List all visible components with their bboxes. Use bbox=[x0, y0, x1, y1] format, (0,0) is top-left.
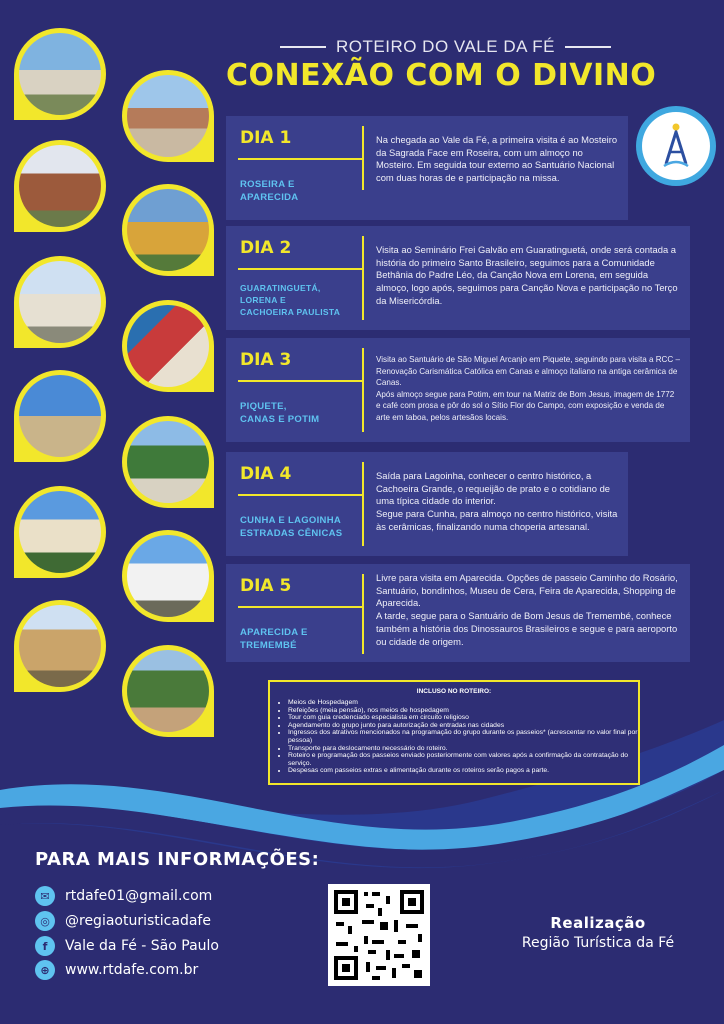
day-description: Saída para Lagoinha, conhecer o centro histórico, a Cachoeira Grande, o requeijão de prato e o cotidiano de uma típica cidade do interior. Segue para Cunha, para almoço no centro histórico, visita às cerâmicas, finalizando numa choperia artesanal. bbox=[376, 470, 618, 532]
realization-org: Região Turística da Fé bbox=[521, 935, 675, 951]
included-box bbox=[268, 680, 640, 785]
contact-email[interactable] bbox=[35, 886, 212, 906]
day-description: Na chegada ao Vale da Fé, a primeira visita é ao Mosteiro da Sagrada Face em Roseira, com um almoço no Mosteiro. Em seguida tour externo ao Santuário Nacional com duas horas de e participação na missa. bbox=[376, 134, 618, 184]
region-logo bbox=[636, 106, 716, 186]
list-item: • Meios de Hospedagem bbox=[288, 699, 638, 707]
day-description: Livre para visita em Aparecida. Opções de passeio Caminho do Rosário, Santuário, bondinhos, Museu de Cera, Feira de Aparecida, Shopping de Aparecida. A tarde, segue para o Santuário de Bom Jesus de Tremembé, conhece também a história dos Dinossauros Brasileiros e segue e para aeroporto ou cidade de origem. bbox=[376, 572, 678, 647]
divider-line bbox=[238, 380, 363, 382]
day-label: DIA 2 bbox=[240, 238, 292, 258]
day-place: ROSEIRA E APARECIDA bbox=[240, 179, 299, 203]
info-title: PARA MAIS INFORMAÇÕES: bbox=[35, 849, 320, 870]
day-label: DIA 4 bbox=[240, 464, 292, 484]
photo-modern-church bbox=[122, 300, 214, 392]
realization-label: Realização bbox=[550, 914, 646, 932]
subtitle: ROTEIRO DO VALE DA FÉ bbox=[336, 37, 555, 56]
day-place: CUNHA E LAGOINHA ESTRADAS CÊNICAS bbox=[240, 515, 343, 539]
day-label: DIA 3 bbox=[240, 350, 292, 370]
mail-icon: ✉ bbox=[35, 886, 55, 906]
divider-line bbox=[280, 46, 326, 48]
day-place: GUARATINGUETÁ, LORENA E CACHOEIRA PAULISTA bbox=[240, 283, 341, 317]
day-label: DIA 5 bbox=[240, 576, 292, 596]
photo-santuario-sao-miguel bbox=[14, 370, 106, 462]
photo-church-red bbox=[14, 140, 106, 232]
subtitle-row bbox=[280, 37, 630, 57]
divider-line bbox=[238, 606, 363, 608]
divider-line bbox=[362, 126, 364, 190]
photo-tremembe bbox=[122, 645, 214, 737]
page-title: CONEXÃO COM O DIVINO bbox=[226, 58, 657, 93]
day-description: Visita ao Seminário Frei Galvão em Guaratinguetá, onde será contada a história do primeiro Santo Brasileiro, seguimos para a Comunidade Bethânia do Padre Léo, da Canção Nova em Lorena, em seguida almoço, logo após, seguimos para Canção Nova e participação no Terço da Misericórdia. bbox=[376, 244, 678, 306]
photo-white-church bbox=[122, 530, 214, 622]
instagram-icon: ◎ bbox=[35, 911, 55, 931]
divider-line bbox=[362, 348, 364, 432]
divider-line bbox=[362, 236, 364, 320]
realization-block bbox=[500, 914, 696, 951]
instagram-text[interactable]: @regiaoturisticadafe bbox=[65, 913, 211, 929]
day-place: APARECIDA E TREMEMBÉ bbox=[240, 627, 308, 651]
day-panel-2 bbox=[226, 226, 690, 330]
logo-icon bbox=[642, 112, 710, 180]
day-panel-1 bbox=[226, 116, 628, 220]
contact-facebook[interactable] bbox=[35, 936, 219, 956]
day-description: Visita ao Santuário de São Miguel Arcanjo em Piquete, seguindo para visita a RCC – Renovação Carismática Católica em Canas e almoço italiano na antiga cerâmica de Canas. Após almoço segue para Potim, em tour na Matriz de Bom Jesus, imagem de 1772 e café com prosa e pôr do sol o Sítio Flor do Campo, com exposição e venda de arte em taboa, pelos artesãos locais. bbox=[376, 355, 680, 422]
list-item: • Transporte para deslocamento necessário do roteiro. bbox=[288, 745, 638, 753]
divider-line bbox=[238, 158, 363, 160]
globe-icon: ⊕ bbox=[35, 960, 55, 980]
photo-church-yellow bbox=[122, 184, 214, 276]
divider-line bbox=[362, 574, 364, 654]
divider-line bbox=[362, 462, 364, 546]
photo-basilica bbox=[122, 70, 214, 162]
website-text[interactable]: www.rtdafe.com.br bbox=[65, 962, 199, 978]
divider-line bbox=[238, 494, 363, 496]
list-item: • Agendamento do grupo junto para autorização de entradas nas cidades bbox=[288, 722, 638, 730]
photo-aparecida-old bbox=[14, 600, 106, 692]
day-panel-4 bbox=[226, 452, 628, 556]
contact-instagram[interactable] bbox=[35, 911, 211, 931]
photo-historic-center bbox=[14, 486, 106, 578]
day-panel-5 bbox=[226, 564, 690, 662]
list-item: • Refeições (meia pensão), nos meios de hospedagem bbox=[288, 707, 638, 715]
photo-seminary bbox=[14, 256, 106, 348]
divider-line bbox=[565, 46, 611, 48]
included-title: INCLUSO NO ROTEIRO: bbox=[416, 688, 492, 695]
list-item: • Ingressos dos atrativos mencionados na programação do grupo durante os passeios* (acrescentar no valor final por pessoa) bbox=[288, 729, 638, 744]
qr-code-icon bbox=[328, 884, 430, 986]
list-item: • Tour com guia credenciado especialista em circuito religioso bbox=[288, 714, 638, 722]
photo-palm-church bbox=[122, 416, 214, 508]
email-text[interactable]: rtdafe01@gmail.com bbox=[65, 888, 213, 904]
qr-code[interactable] bbox=[328, 884, 430, 986]
included-list bbox=[276, 699, 638, 775]
divider-line bbox=[238, 268, 363, 270]
facebook-text[interactable]: Vale da Fé - São Paulo bbox=[65, 938, 219, 954]
day-place: PIQUETE, CANAS E POTIM bbox=[240, 401, 320, 425]
list-item: • Despesas com passeios extras e alimentação durante os roteiros serão pagos a parte. bbox=[288, 767, 638, 775]
photo-mosteiro bbox=[14, 28, 106, 120]
contact-website[interactable] bbox=[35, 960, 198, 980]
day-label: DIA 1 bbox=[240, 128, 292, 148]
day-panel-3 bbox=[226, 338, 690, 442]
list-item: • Roteiro e programação dos passeios enviado posteriormente com valores após a confirmação da contratação do serviço. bbox=[288, 752, 638, 767]
facebook-icon: f bbox=[35, 936, 55, 956]
